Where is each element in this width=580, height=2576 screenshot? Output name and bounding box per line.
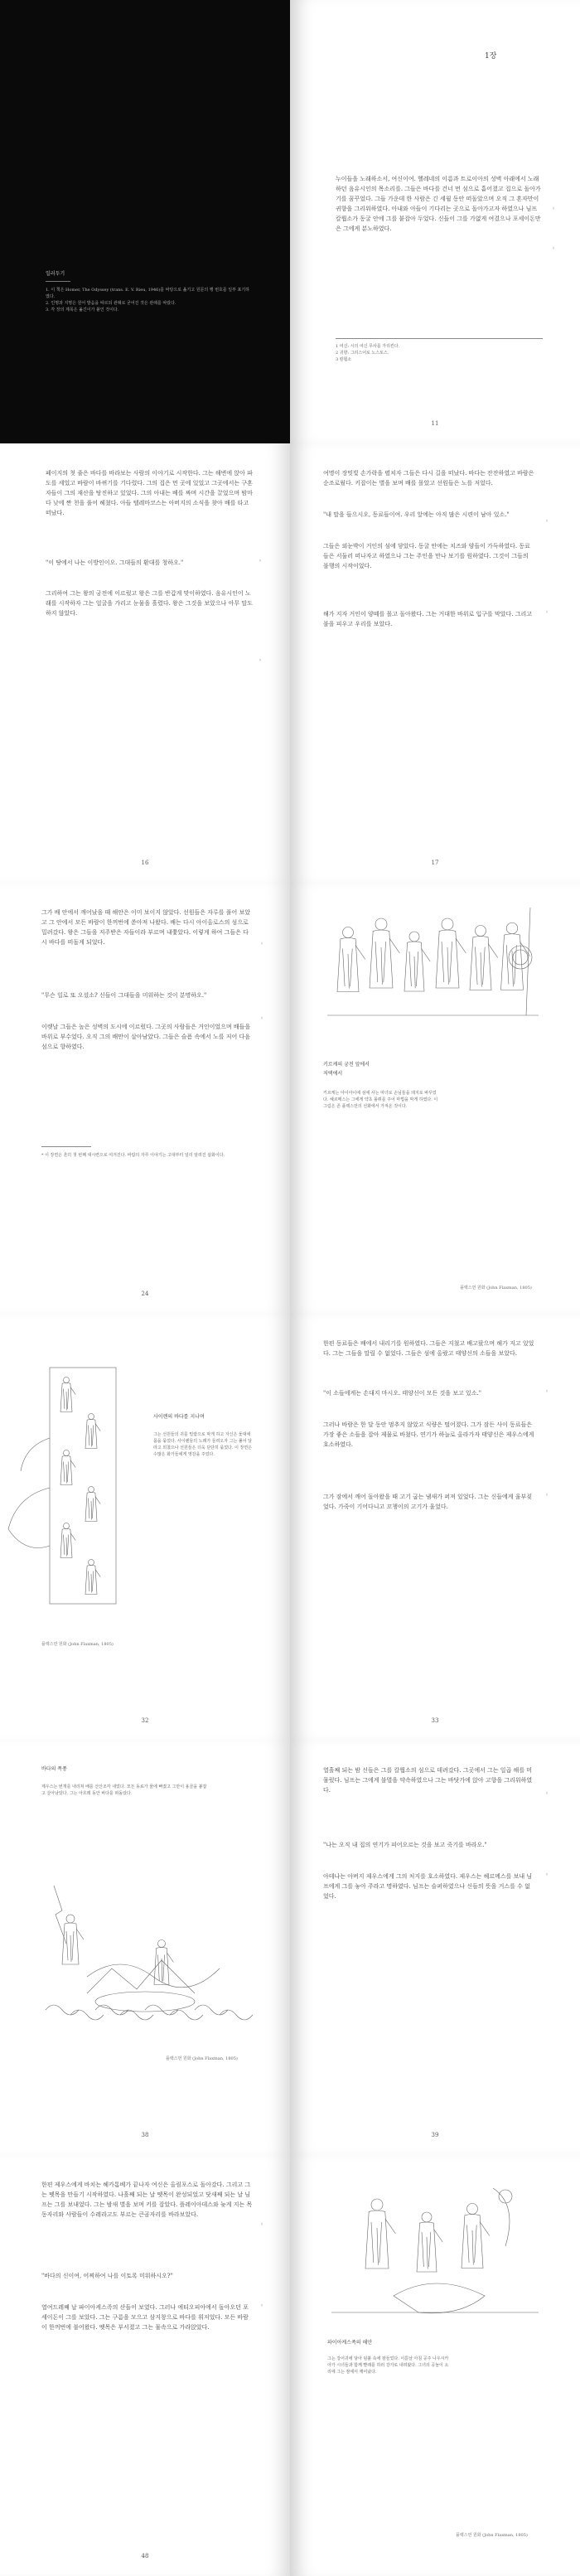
- page-front-matter: [0, 0, 290, 443]
- spread-4: [0, 1314, 580, 1741]
- margin-marker: ◦: [552, 206, 556, 212]
- caption-body: 그는 선원들의 귀를 밀랍으로 막게 하고 자신은 돛대에 몸을 묶었다. 사이렌들의 노래가 들려오자 그는 풀어 달라고 외쳤으나 선원들은 더욱 단단히 묶었다. 이 장면은 수많은 화가들에게 영감을 주었다.: [153, 1432, 252, 1457]
- quote-text: "나는 오직 내 집의 연기가 피어오르는 것을 보고 죽기를 바라오.": [323, 1842, 487, 1848]
- footnote-3: 3. 각 장의 제목은 옮긴이가 붙인 것이다.: [46, 307, 119, 312]
- margin-marker: ◦: [260, 1015, 264, 1022]
- margin-marker: ◦: [259, 657, 263, 664]
- body-text-1: 여명이 장밋빛 손가락을 펼치자 그들은 다시 길을 떠났다. 바다는 잔잔하였고 바람은 순조로웠다. 키잡이는 별을 보며 배를 몰았고 선원들은 노를 저었다.: [323, 470, 534, 487]
- caption-subtitle: 저택에서: [323, 1071, 343, 1077]
- body-text-2: 그들은 외눈박이 거인의 섬에 닿았다. 동굴 안에는 치즈와 양들이 가득하였다. 동료들은 서둘러 떠나자고 하였으나 그는 주인을 만나 보기를 원하였다. 그것이 그들의 불행의 시작이었다.: [323, 543, 530, 569]
- caption-title: 사이렌의 바다를 지나며: [153, 1414, 205, 1420]
- body-text-3: 그가 잠에서 깨어 돌아왔을 때 고기 굽는 냄새가 퍼져 있었다. 그는 신들에게 울부짖었다. 가죽이 기어다니고 꼬챙이의 고기가 울었다.: [323, 1494, 533, 1510]
- body-text-1: 열흘째 되는 밤 신들은 그를 칼륍소의 섬으로 데려갔다. 그곳에서 그는 일곱 해를 머물렀다. 님프는 그에게 불멸을 약속하였으나 그는 바닷가에 앉아 고향을 그리워하였다.: [323, 1767, 533, 1794]
- page-number: 38: [141, 2132, 149, 2138]
- margin-marker: ◦: [545, 518, 549, 525]
- quote-text: "내 말을 들으시오, 동료들이여. 우리 앞에는 아직 많은 시련이 남아 있소.": [323, 511, 510, 518]
- body-text-2: 이렛날 그들은 높은 성벽의 도시에 이르렀다. 그곳의 사람들은 거인이었으며 배들을 바위로 부수었다. 오직 그의 배만이 살아남았다. 그들은 슬픔 속에서 노를 저어 다음 섬으로 향하였다.: [41, 1024, 251, 1050]
- body-text-2: 그리하여 그는 왕의 궁전에 이르렀고 왕은 그를 반갑게 맞이하였다. 음유시인이 노래를 시작하자 그는 얼굴을 가리고 눈물을 흘렸다. 왕은 그것을 보았으나 아무 말도 하지 않았다.: [46, 590, 253, 617]
- page-48: [0, 2155, 290, 2576]
- body-text-3: 해가 지자 거인이 양떼를 몰고 돌아왔다. 그는 거대한 바위로 입구를 막았다. 그리고 불을 피우고 우리를 보았다.: [323, 611, 533, 627]
- storm-illustration: [37, 1877, 253, 2043]
- page-number: 32: [141, 1717, 149, 1724]
- margin-marker: ◦: [545, 1871, 549, 1878]
- note-1: 1 여신: 시의 여신 무사를 가리킨다.: [336, 344, 400, 349]
- spread-3: [0, 883, 580, 1314]
- footnote-title: 일러두기: [46, 271, 65, 277]
- body-text: 누이들을 노래하소서, 여신이여. 헬레네의 이름과 트로이아의 성벽 아래에서 노래하던 음유시인의 목소리를. 그들은 바다를 건너 먼 섬으로 흩어졌고 집으로 돌아가기를 꿈꾸었다. 그들 가운데 한 사람은 긴 세월 동안 떠돌았으며 오직 그 혼자만이 귀향을 그리워하였다. 아내와 아들이 기다리는 곳으로 돌아가고자 하였으나 님프 칼륍소가 동굴 안에 그를 붙잡아 두었다. 신들이 그를 가엾게 여겼으나 포세이돈만은 그에게 분노하였다.: [336, 176, 541, 232]
- note-3: 3 칼륍소: [336, 357, 352, 362]
- body-text-1: 한편 동료들은 배에서 내리기를 원하였다. 그들은 지쳤고 배고팠으며 해가 지고 있었다. 그는 그들을 말릴 수 없었다. 그들은 섬에 올랐고 태양신의 소들을 보았다.: [323, 1340, 534, 1357]
- page-32: [0, 1314, 290, 1741]
- quote-text: "이 땅에서 나는 이방인이오. 그대들의 환대를 청하오.": [46, 559, 184, 566]
- illustration-credit: 플랙스먼 원화 (John Flaxman, 1805): [456, 2533, 528, 2538]
- quote-text: "바다의 신이여, 어찌하여 나를 이토록 미워하시오?": [41, 2273, 173, 2279]
- illustration-credit: 플랙스먼 원화 (John Flaxman, 1805): [41, 1642, 114, 1647]
- body-text-2: 그러나 바람은 한 달 동안 멈추지 않았고 식량은 떨어졌다. 그가 잠든 사이 동료들은 가장 좋은 소들을 잡아 제물로 바쳤다. 연기가 하늘로 올라가자 태양신은 제우스에게 호소하였다.: [323, 1421, 534, 1448]
- spread-1: [0, 0, 580, 443]
- margin-marker: ◦: [552, 245, 556, 252]
- page-number: 24: [141, 1290, 149, 1297]
- page-49: [290, 2155, 580, 2576]
- caption-body: 키르케는 아이아이에 섬에 사는 마녀로 손님들을 돼지로 바꾸었다. 헤르메스는 그에게 약초 몰뤼를 주어 마법을 막게 하였다. 이 그림은 존 플랙스먼의 선화에서 가져온 것이다.: [323, 1091, 438, 1109]
- notes-block: [336, 343, 543, 363]
- caption-body: 그는 강어귀에 닿아 덤불 속에 잠들었다. 이튿날 아침 공주 나우시카아가 시녀들과 함께 빨래를 하러 강가로 내려왔다. 그녀의 공놀이 소리에 그는 잠에서 깨어났다.: [327, 2356, 449, 2375]
- margin-marker: ◦: [545, 1388, 549, 1395]
- body-text-2: 아테나는 아버지 제우스에게 그의 처지를 호소하였다. 제우스는 헤르메스를 보내 님프에게 그를 놓아 주라고 명하였다. 님프는 슬퍼하였으나 신들의 뜻을 거스를 수 없었다.: [323, 1873, 533, 1900]
- caption-title: 바다의 폭풍: [41, 1766, 67, 1772]
- body-text-1: 페이지의 첫 줄은 바다를 바라보는 사람의 이야기로 시작한다. 그는 해변에 앉아 파도를 세었고 바람이 바뀌기를 기다렸다. 그의 집은 먼 곳에 있었고 그곳에서는 구혼자들이 그의 재산을 탕진하고 있었다. 그의 아내는 베를 짜며 시간을 끌었으며 밤마다 낮에 짠 천을 풀어 헤쳤다. 아들 텔레마코스는 아버지의 소식을 찾아 배를 타고 떠났다.: [46, 470, 253, 516]
- note-2: 2 귀향: 그리스어로 노스토스.: [336, 351, 389, 356]
- footnote-2: 2. 인명과 지명은 원어 발음을 따르되 관례로 굳어진 것은 관례를 따랐다.: [46, 301, 176, 306]
- quote-text: "이 소들에게는 손대지 마시오. 태양신이 모든 것을 보고 있소.": [323, 1390, 481, 1397]
- quote-text: "무슨 일로 또 오셨소? 신들이 그대들을 미워하는 것이 분명하오.": [41, 992, 207, 999]
- spread-5: [0, 1741, 580, 2155]
- caption-body: 제우스는 번개를 내리쳐 배를 산산조각 내었다. 모든 동료가 물에 빠졌고 그만이 용골을 붙잡고 살아남았다. 그는 아흐레 동안 바다를 떠돌았다.: [41, 1784, 207, 1796]
- illustration-credit: 플랙스먼 원화 (John Flaxman, 1805): [460, 1286, 532, 1290]
- page-number: 48: [141, 2553, 149, 2559]
- margin-marker: ◦: [545, 609, 549, 616]
- margin-marker: ◦: [545, 1790, 549, 1797]
- margin-marker: ◦: [260, 2221, 264, 2228]
- footnote-1: 1. 이 책은 Homer, The Odyssey (trans. E. V. Rieu, 1946)를 바탕으로 옮기고 원문의 행 번호를 일부 표기하였다.: [46, 288, 250, 299]
- page-33: [290, 1314, 580, 1741]
- body-text-1: 한편 제우스에게 바치는 헤카톰베가 끝나자 여신은 올림포스로 돌아갔다. 그리고 그는 뗏목을 만들기 시작하였다. 나흘째 되는 날 뗏목이 완성되었고 닷새째 되는 날 님프는 그를 보내었다. 그는 밤새 별을 보며 키를 잡았다. 플레이아데스와 늦게 지는 목동자리와 사람들이 수레라고도 부르는 큰곰자리를 바라보았다.: [41, 2181, 253, 2218]
- shore-illustration: [327, 2172, 543, 2321]
- page-24: [0, 883, 290, 1314]
- page-17: [290, 443, 580, 883]
- page-number: 17: [431, 859, 439, 866]
- margin-marker: ◦: [260, 2302, 264, 2309]
- spread-2: [0, 443, 580, 883]
- page-25: [290, 883, 580, 1314]
- footnote: * 이 장면은 흔히 첫 번째 대시련으로 여겨진다. 바람의 자루 이야기는 고대부터 널리 알려진 삽화이다.: [41, 1153, 225, 1158]
- footnote-rule: [46, 281, 70, 282]
- page-number: 11: [431, 420, 439, 427]
- sirens-illustration: [0, 1363, 149, 1612]
- page-16: [0, 443, 290, 883]
- notes-rule: [336, 338, 543, 339]
- illustration-credit: 플랙스먼 원화 (John Flaxman, 1805): [166, 2056, 238, 2061]
- page-39: [290, 1741, 580, 2155]
- page-number: 16: [141, 859, 149, 866]
- page-38: [0, 1741, 290, 2155]
- footnote-rule: [41, 1146, 91, 1147]
- greek-figures-illustration: [323, 899, 543, 1024]
- page-number: 39: [431, 2132, 439, 2138]
- margin-marker: ◦: [260, 941, 264, 947]
- body-text-2: 열여드레째 날 파이아케스족의 산들이 보였다. 그러나 에티오피아에서 돌아오던 포세이돈이 그를 보았다. 그는 구름을 모으고 삼지창으로 바다를 휘저었다. 모든 바람이 한꺼번에 불어왔다. 뗏목은 부서졌고 그는 물속으로 가라앉았다.: [41, 2304, 249, 2331]
- body-text-1: 그가 배 안에서 깨어났을 때 해안은 이미 보이지 않았다. 선원들은 자루를 풀어 보았고 그 안에서 모든 바람이 한꺼번에 쏟아져 나왔다. 배는 다시 아이올로스의 섬으로 밀려갔다. 왕은 그들을 저주받은 자들이라 부르며 내쫓았다. 이렇게 하여 그들은 다시 바다를 떠돌게 되었다.: [41, 909, 251, 946]
- chapter-header: 1장: [485, 52, 497, 61]
- margin-marker: ◦: [545, 1492, 549, 1499]
- page-11: [290, 0, 580, 443]
- caption-title: 키르케의 궁전 앞에서: [323, 1062, 370, 1068]
- page-number: 33: [431, 1717, 439, 1724]
- footnote-block: [46, 269, 253, 313]
- margin-marker: ◦: [259, 558, 263, 564]
- spread-6: [0, 2155, 580, 2576]
- caption-title: 파이아케스족의 해안: [327, 2340, 373, 2346]
